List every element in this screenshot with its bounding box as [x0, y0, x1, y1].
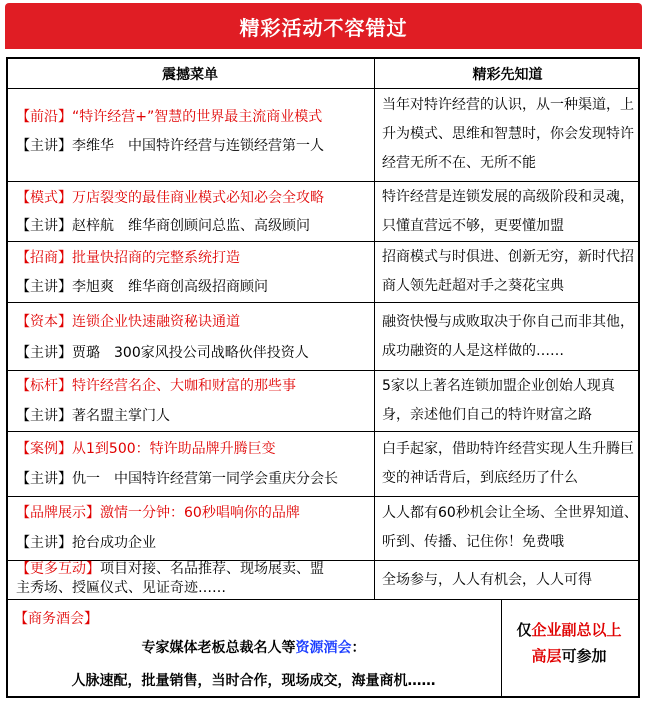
row-divider: [6, 241, 640, 242]
speaker-name: 贾璐 300家风投公司战略伙伴投资人: [72, 345, 309, 361]
speaker-tag: 【主讲】: [16, 279, 72, 295]
row-description: 当年对特许经营的认识，从一种渠道，上升为模式、思维和智慧时，你会发现特许经营无所不在、无所不能: [382, 97, 634, 171]
note-line-1: [503, 617, 635, 643]
row-description: 全场参与，人人有机会，人人可得: [382, 572, 592, 588]
row-divider: [6, 496, 640, 497]
list-item: [16, 560, 324, 579]
note-text: 仅: [516, 621, 532, 639]
row-description: 白手起家，借助特许经营实现人生升腾巨变的神话背后，到底经历了什么: [382, 441, 634, 486]
row-tag: 【模式】: [16, 190, 72, 206]
list-item: [16, 499, 300, 527]
header-banner: [5, 3, 642, 49]
banner-title: 精彩活动不容错过: [239, 16, 408, 40]
speaker-line: [16, 529, 156, 557]
row-topic: “特许经营+”智慧的世界最主流商业模式: [72, 109, 323, 125]
speaker-tag: 【主讲】: [16, 218, 72, 234]
row-topic: 万店裂变的最佳商业模式必知必会全攻略: [72, 190, 324, 206]
row-description: 特许经营是连锁发展的高级阶段和灵魂，只懂直营远不够，更要懂加盟: [382, 189, 634, 234]
row-tag: 【前沿】: [16, 109, 72, 125]
row-tag: 【品牌展示】: [16, 505, 100, 521]
reception-text-end: ：: [351, 640, 366, 656]
list-item: [16, 435, 276, 463]
speaker-name: 仇一 中国特许经营第一同学会重庆分会长: [72, 471, 338, 487]
speaker-tag: 【主讲】: [16, 345, 72, 361]
note-highlight: 高层: [531, 647, 562, 665]
list-item: [16, 308, 240, 336]
speaker-line: [16, 273, 268, 301]
speaker-line: [16, 339, 309, 367]
row-tag: 【资本】: [16, 314, 72, 330]
speaker-tag: 【主讲】: [16, 535, 72, 551]
speaker-line: [16, 132, 324, 160]
row-description: 招商模式与时俱进、创新无穷，新时代招商人领先赶超对手之葵花宝典: [382, 249, 634, 294]
row-divider: [6, 88, 640, 89]
speaker-name: 赵梓航 维华商创顾问总监、高级顾问: [72, 218, 310, 234]
row-tag: 【招商】: [16, 250, 72, 266]
speaker-tag: 【主讲】: [16, 408, 72, 424]
speaker-line: [16, 465, 338, 493]
row-divider: [6, 431, 640, 432]
note-text: 可参加: [561, 647, 607, 665]
speaker-name: 著名盟主掌门人: [72, 408, 170, 424]
speaker-tag: 【主讲】: [16, 471, 72, 487]
more-line-2: 主秀场、授匾仪式、见证奇迹……: [16, 580, 226, 596]
bottom-divider: [501, 599, 502, 698]
reception-line-1: [6, 637, 501, 657]
row-description: 5家以上著名连锁加盟企业创始人现真身，亲述他们自己的特许财富之路: [382, 378, 615, 423]
more-line: [16, 579, 226, 598]
row-topic: 从1到500：特许助品牌升腾巨变: [72, 441, 276, 457]
row-description: 融资快慢与成败取决于你自己而非其他，成功融资的人是这样做的……: [382, 314, 634, 359]
speaker-name: 李旭爽 维华商创高级招商顾问: [72, 279, 268, 295]
row-divider: [6, 181, 640, 182]
row-topic: 批量快招商的完整系统打造: [72, 250, 240, 266]
reception-tag: 【商务酒会】: [14, 611, 98, 627]
row-topic: 特许经营名企、大咖和财富的那些事: [72, 378, 296, 394]
reception-highlight: 资源酒会: [295, 640, 352, 656]
speaker-name: 抢台成功企业: [72, 535, 156, 551]
row-divider: [6, 599, 640, 600]
more-line-1: 项目对接、名品推荐、现场展卖、盟: [100, 561, 324, 577]
note-line-2: [503, 643, 635, 669]
column-header-menu: 震撼菜单: [162, 67, 218, 83]
speaker-line: [16, 402, 170, 430]
row-description: 人人都有60秒机会让全场、全世界知道、听到、传播、记住你！免费哦: [382, 505, 638, 550]
list-item: [16, 103, 322, 131]
list-item: [16, 184, 324, 212]
speaker-name: 李维华 中国特许经营与连锁经营第一人: [72, 138, 324, 154]
row-topic: 激情一分钟：60秒唱响你的品牌: [100, 505, 300, 521]
list-item: [16, 244, 240, 272]
column-header-preview: 精彩先知道: [472, 67, 543, 83]
row-tag: 【更多互动】: [16, 561, 100, 577]
column-divider: [374, 57, 375, 599]
reception-text: 专家媒体老板总裁名人等: [141, 640, 296, 656]
reception-line-2: 人脉速配，批量销售，当时合作，现场成交，海量商机……: [71, 673, 436, 689]
row-tag: 【标杆】: [16, 378, 72, 394]
speaker-line: [16, 212, 310, 240]
eligibility-note: [503, 617, 635, 669]
speaker-tag: 【主讲】: [16, 138, 72, 154]
row-topic: 连锁企业快速融资秘诀通道: [72, 314, 240, 330]
row-divider: [6, 302, 640, 303]
note-highlight: 企业副总以上: [531, 621, 622, 639]
row-divider: [6, 370, 640, 371]
list-item: [16, 372, 296, 400]
row-tag: 【案例】: [16, 441, 72, 457]
